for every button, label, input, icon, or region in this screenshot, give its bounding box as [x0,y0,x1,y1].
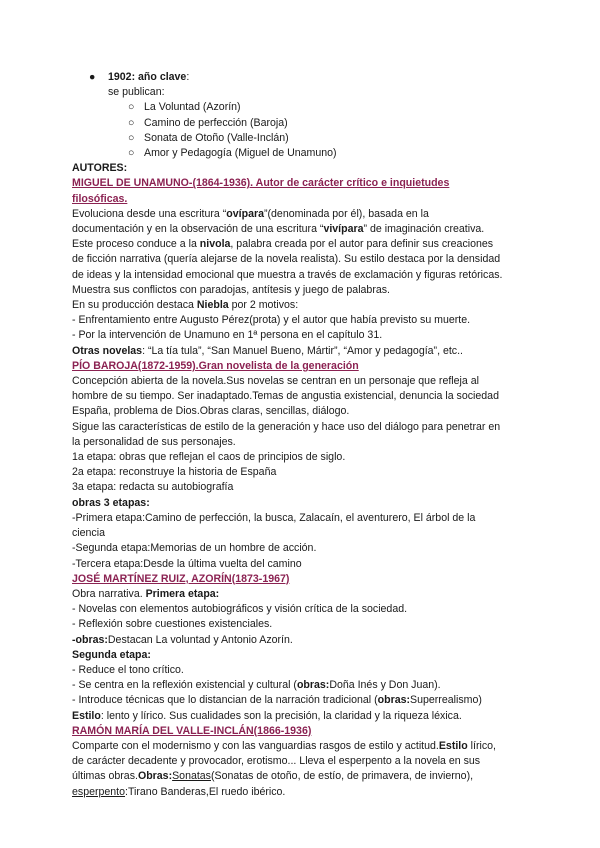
baroja-title: PÍO BAROJA(1872-1959).Gran novelista de la generación [72,359,359,372]
baroja-works-item: ciencia [72,527,105,540]
azorin-list-item: - Introduce técnicas que lo distancian de la narración tradicional (obras:Superrealismo) [72,694,482,707]
baroja-works-item: -Tercera etapa:Desde la última vuelta del camino [72,557,302,570]
baroja-stage: 2a etapa: reconstruye la historia de España [72,466,277,479]
unamuno-paragraph: Este proceso conduce a la nivola, palabra creada por el autor para definir sus creaciones [72,238,494,251]
azorin-list-item: -obras:Destacan La voluntad y Antonio Azorín. [72,633,293,646]
baroja-works-heading: obras 3 etapas: [72,496,150,509]
azorin-style: Estilo: lento y lírico. Sus cualidades son la precisión, la claridad y la riqueza léxica. [72,709,462,722]
azorin-list-item: - Se centra en la reflexión existencial y cultural (obras:Doña Inés y Don Juan). [72,679,441,692]
azorin-paragraph: Obra narrativa. Primera etapa: [72,587,220,600]
intro-bullet: ● 1902: año clave: [72,70,528,85]
unamuno-list-item: - Enfrentamiento entre Augusto Pérez(prota) y el autor que había previsto su muerte. [72,314,471,327]
unamuno-paragraph: Muestra sus conflictos con paradojas, antítesis y juego de palabras. [72,283,390,296]
unamuno-title: MIGUEL DE UNAMUNO-(1864-1936). Autor de carácter crítico e inquietudes [72,177,450,190]
azorin-list-item: - Reduce el tono crítico. [72,663,184,676]
baroja-paragraph: la personalidad de sus personajes. [72,435,236,448]
intro-bullet-text: 1902: año clave [108,71,187,83]
baroja-stage: 1a etapa: obras que reflejan el caos de principios de siglo. [72,451,346,464]
circle-bullet-icon: ○ [128,101,135,114]
bullet-icon: ● [89,71,96,83]
unamuno-other-novels: Otras novelas: “La tía tula”, “San Manuel Bueno, Mártir”, “Amor y pedagogía”, etc.. [72,344,463,357]
published-work: ○ Amor y Pedagogía (Miguel de Unamuno) [72,146,528,161]
authors-heading: AUTORES: [72,162,128,175]
document-page [72,70,528,800]
publish-label: se publican: [108,86,165,99]
valle-paragraph: de carácter decadente y provocador, erotismo... Lleva el esperpento a la novela en sus [72,755,481,768]
baroja-paragraph: Sigue las características de estilo de la generación y hace uso del diálogo para penetrar en [72,420,501,433]
valle-title: RAMÓN MARÍA DEL VALLE-INCLÁN(1866-1936) [72,724,312,737]
baroja-works-item: -Primera etapa:Camino de perfección, la busca, Zalacaín, el aventurero, El árbol de la [72,511,476,524]
circle-bullet-icon: ○ [128,131,135,144]
baroja-paragraph: España, problema de Dios.Obras claras, sencillas, diálogo. [72,405,350,418]
unamuno-paragraph: documentación y en la observación de una escritura “vivípara” de imaginación creativa. [72,223,485,236]
unamuno-paragraph: de ideas y la intensidad emocional que muestra a través de exclamación y figuras retóricas. [72,268,503,281]
unamuno-paragraph: de ficción narrativa (quería alejarse de la novela realista). Su estilo destaca por la densidad [72,253,501,266]
valle-paragraph: Comparte con el modernismo y con las vanguardias rasgos de estilo y actitud.Estilo lírico, [72,739,496,752]
baroja-stage: 3a etapa: redacta su autobiografía [72,481,234,494]
published-work: ○ La Voluntad (Azorín) [72,100,528,115]
baroja-paragraph: hombre de su tiempo. Ser inadaptado.Temas de angustia existencial, denuncia la sociedad [72,390,499,403]
azorin-list-item: - Reflexión sobre cuestiones existenciales. [72,618,273,631]
azorin-second-stage: Segunda etapa: [72,648,151,661]
unamuno-paragraph: En su producción destaca Niebla por 2 motivos: [72,299,299,312]
baroja-paragraph: Concepción abierta de la novela.Sus novelas se centran en un personaje que refleja al [72,375,479,388]
unamuno-list-item: - Por la intervención de Unamuno en 1ª persona en el capítulo 31. [72,329,383,342]
unamuno-title-cont: filosóficas. [72,192,128,205]
valle-paragraph: últimas obras.Obras:Sonatas(Sonatas de otoño, de estío, de primavera, de invierno), [72,770,474,783]
baroja-works-item: -Segunda etapa:Memorias de un hombre de acción. [72,542,317,555]
azorin-title: JOSÉ MARTÍNEZ RUIZ, AZORÍN(1873-1967) [72,572,290,585]
circle-bullet-icon: ○ [128,116,135,129]
valle-paragraph: esperpento:Tirano Banderas,El ruedo ibérico. [72,785,286,798]
published-work: ○ Camino de perfección (Baroja) [72,116,528,131]
circle-bullet-icon: ○ [128,147,135,160]
azorin-list-item: - Novelas con elementos autobiográficos y visión crítica de la sociedad. [72,603,408,616]
published-work: ○ Sonata de Otoño (Valle-Inclán) [72,131,528,146]
unamuno-paragraph: Evoluciona desde una escritura “ovípara”(denominada por él), basada en la [72,207,429,220]
